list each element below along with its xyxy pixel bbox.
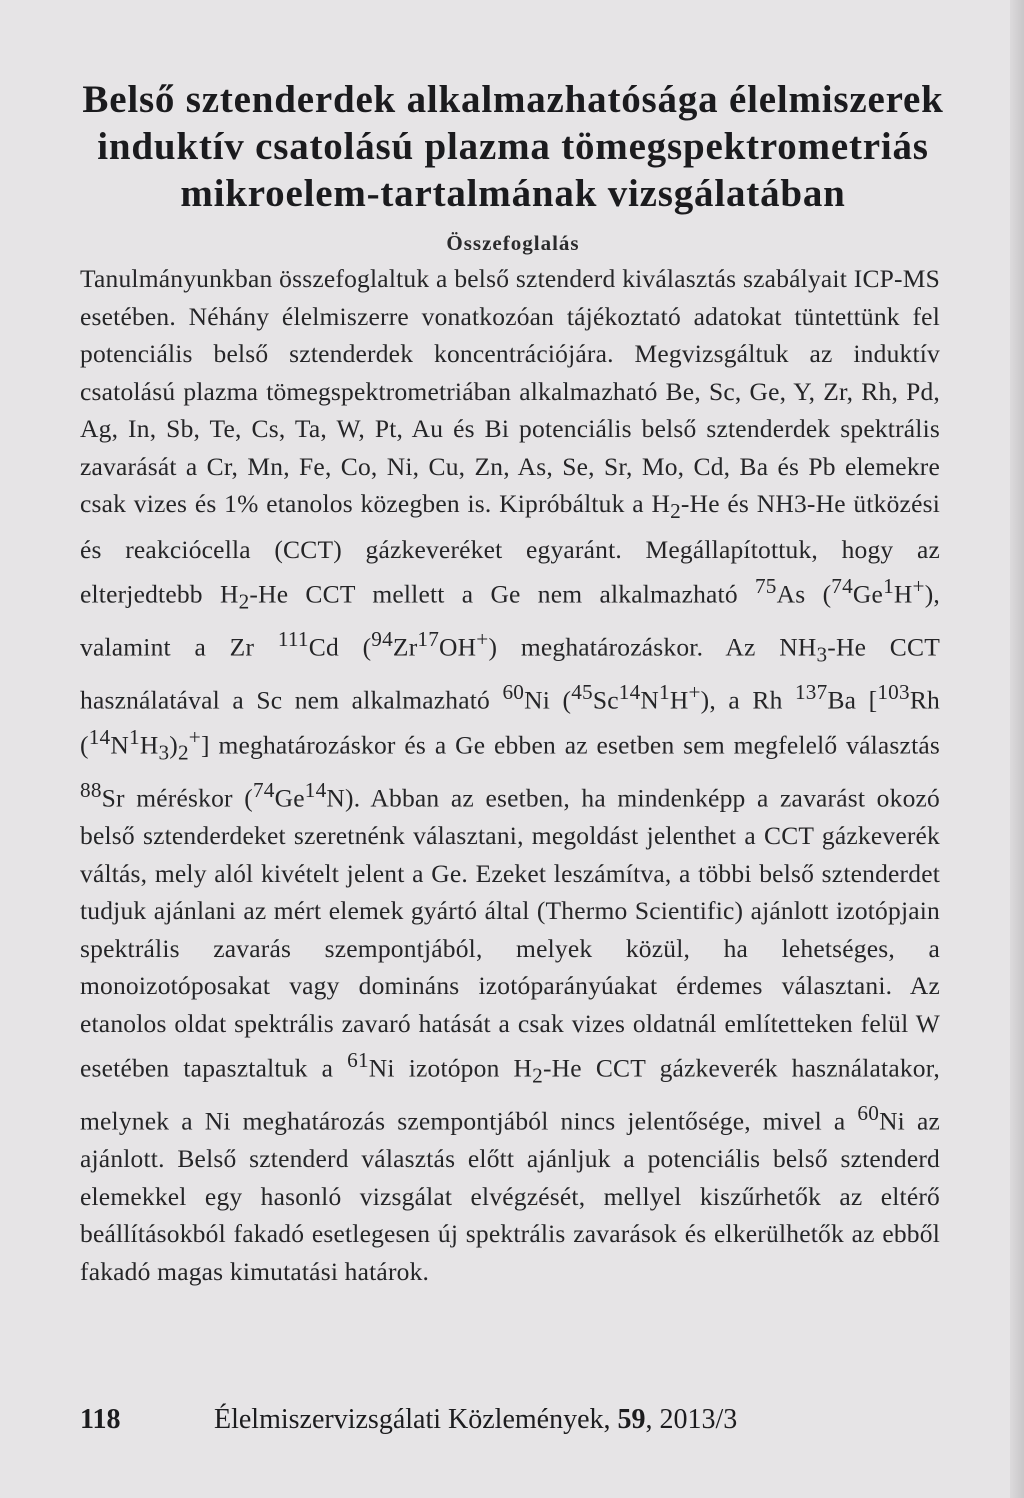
title-line-3: mikroelem-tartalmának vizsgálatában <box>180 172 846 215</box>
journal-name: Élelmiszervizsgálati Közlemények, <box>214 1404 611 1435</box>
title-line-1: Belső sztenderdek alkalmazhatósága élelmiszerek <box>82 78 944 121</box>
journal-citation <box>214 1404 737 1436</box>
journal-issue: , 2013/3 <box>645 1404 738 1435</box>
article-title <box>80 76 946 256</box>
page-edge <box>1010 0 1024 1498</box>
title-line-2: induktív csatolású plazma tömegspektrometriás <box>97 125 929 168</box>
page-number: 118 <box>80 1404 121 1435</box>
abstract-heading: Összefoglalás <box>446 231 580 255</box>
journal-volume: 59 <box>617 1404 646 1435</box>
abstract-body: Tanulmányunkban összefoglaltuk a belső sztenderd kiválasztás szabályait ICP-MS esetében. Néhány élelmiszerre vonatkozóan tájékoztató adatokat tüntettünk fel potenciális belső sztenderdek koncentrációjára. Megvizsgáltuk az induktív csatolású plazma tömegspektrometriában alkalmazható Be, Sc, Ge, Y, Zr, Rh, Pd, Ag, In, Sb, Te, Cs, Ta, W, Pt, Au és Bi potenciális belső sztenderdek spektrális zavarását a Cr, Mn, Fe, Co, Ni, Cu, Zn, As, Se, Sr, Mo, Cd, Ba és Pb elemekre csak vizes és 1% etanolos közegben is. Kipróbáltuk a $H_2-He$ és NH3-He ütközési és reakciócella (CCT) gázkeveréket egyaránt. Megállapítottuk, hogy az elterjedtebb $H_2-He$ CCT mellett a Ge nem alkalmazható $^{75}$As ($^{74}$Ge$^1$H+), valamint a Zr $^{111}$Cd ($^{94}$Zr$^{17}$OH+) meghatározáskor. Az $NH_3-He$ CCT használatával a Sc nem alkalmazható $^{60}$Ni $(^{45}Sc^{14}N^1H^+)$, a Rh $^{137}$Ba [$^{103}$Rh $(^{14}N^1H_3)_2^+$] meghatározáskor és a Ge ebben az esetben sem megfelelő választás $^{88}$Sr méréskor ($^{74}$Ge$^{14}$N). Abban az esetben, ha mindenképp a zavarást okozó belső sztenderdeket szeretnénk választani, megoldást jelenthet a CCT gázkeverék váltás, mely alól kivételt jelent a Ge. Ezeket leszámítva, a többi belső sztenderdet tudjuk ajánlani az mért elemek gyártó által (Thermo Scientific) ajánlott izotópjain spektrális zavarás szempontjából, melyek közül, ha lehetséges, a monoizotóposakat vagy domináns izotóparányúakat érdemes választani. Az etanolos oldat spektrális zavaró hatását a csak vizes oldatnál említetteken felül W esetében tapasztaltuk a $^{61}$Ni izotópon $H_2-He$ CCT gázkeverék használatakor, melynek a Ni meghatározás szempontjából nincs jelentősége, mivel a $^{60}$Ni az ajánlott. Belső sztenderd választás előtt ajánljuk a potenciális belső sztenderd elemekkel egy hasonló vizsgálat elvégzését, mellyel kiszűrhetők az eltérő beállításokból fakadó esetlegesen új spektrális zavarások és elkerülhetők az ebből fakadó magas kimutatási határok. <box>80 264 940 1286</box>
